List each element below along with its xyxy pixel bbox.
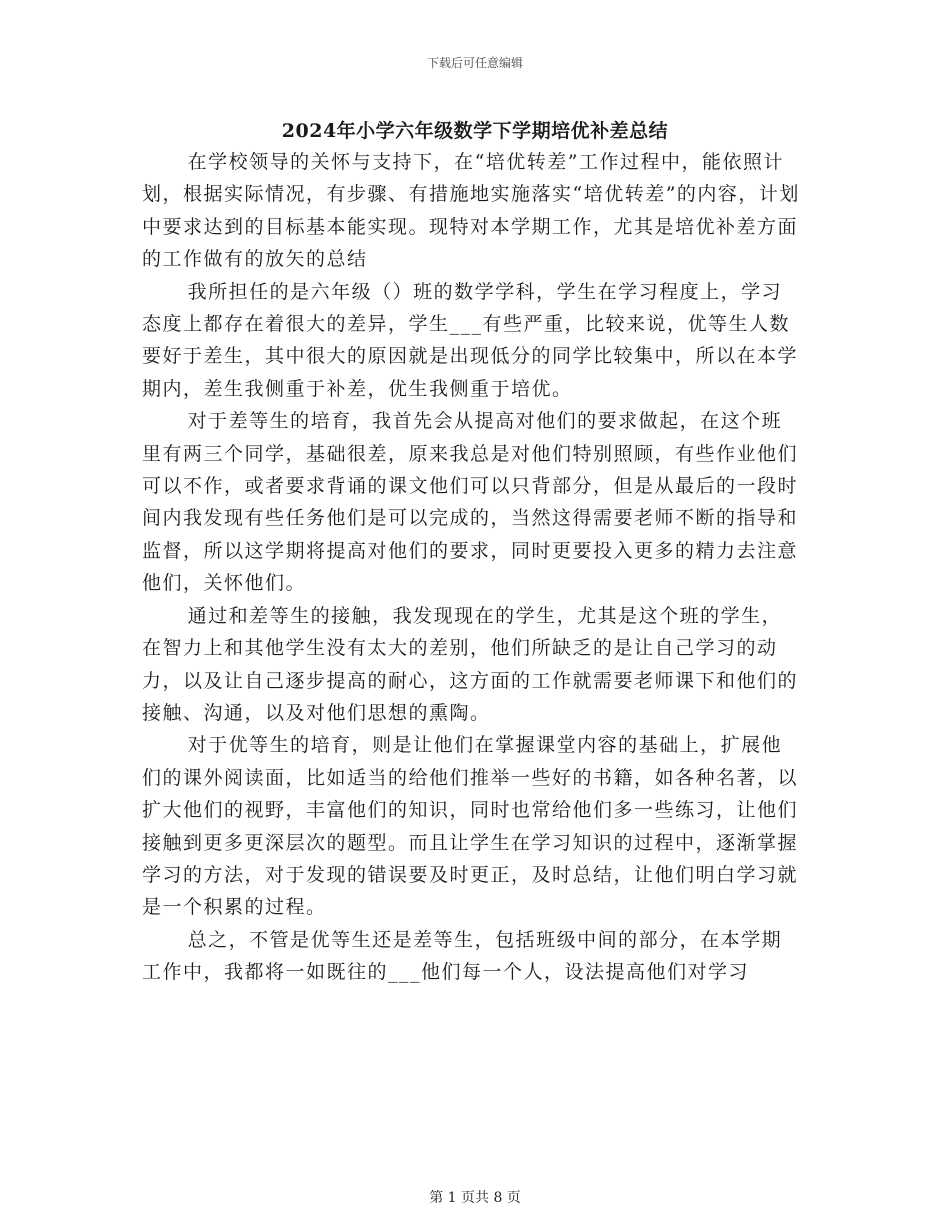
paragraph: 对于差等生的培育，我首先会从提高对他们的要求做起，在这个班里有两三个同学，基础很差，原来我总是对他们特别照顾，有些作业他们可以不作，或者要求背诵的课文他们可以只背部分，但是从最后的一段时间内我发现有些任务他们是可以完成的，当然这得需要老师不断的指导和监督，所以这学期将提高对他们的要求，同时更要投入更多的精力去注意他们，关怀他们。 (142, 410, 799, 595)
page-number: 第 1 页共 8 页 (429, 1190, 521, 1206)
document-body (142, 146, 802, 989)
paragraph: 总之，不管是优等生还是差等生，包括班级中间的部分，在本学期工作中，我都将一如既往的___他们每一个人，设法提高他们对学习 (142, 928, 783, 984)
paragraph: 对于优等生的培育，则是让他们在掌握课堂内容的基础上，扩展他们的课外阅读面，比如适当的给他们推举一些好的书籍，如各种名著，以扩大他们的视野，丰富他们的知识，同时也常给他们多一些练习，让他们接触到更多更深层次的题型。而且让学生在学习知识的过程中，逐渐掌握学习的方法，对于发现的错误要及时更正，及时总结，让他们明白学习就是一个积累的过程。 (142, 734, 799, 919)
paragraph: 通过和差等生的接触，我发现现在的学生，尤其是这个班的学生，在智力上和其他学生没有太大的差别，他们所缺乏的是让自己学习的动力，以及让自己逐步提高的耐心，这方面的工作就需要老师课下和他们的接触、沟通，以及对他们思想的熏陶。 (142, 604, 799, 724)
paragraph: 在学校领导的关怀与支持下，在“培优转差”工作过程中，能依照计划，根据实际情况，有步骤、有措施地实施落实“培优转差”的内容，计划中要求达到的目标基本能实现。现特对本学期工作，尤其是培优补差方面的工作做有的放矢的总结 (142, 151, 800, 271)
page-header-note: 下载后可任意编辑 (426, 56, 523, 70)
paragraph: 我所担任的是六年级（）班的数学学科，学生在学习程度上，学习态度上都存在着很大的差异，学生___有些严重，比较来说，优等生人数要好于差生，其中很大的原因就是出现低分的同学比较集中，所以在本学期内，差生我侧重于补差，优生我侧重于培优。 (142, 280, 799, 400)
document-title: 2024年小学六年级数学下学期培优补差总结 (281, 120, 669, 142)
